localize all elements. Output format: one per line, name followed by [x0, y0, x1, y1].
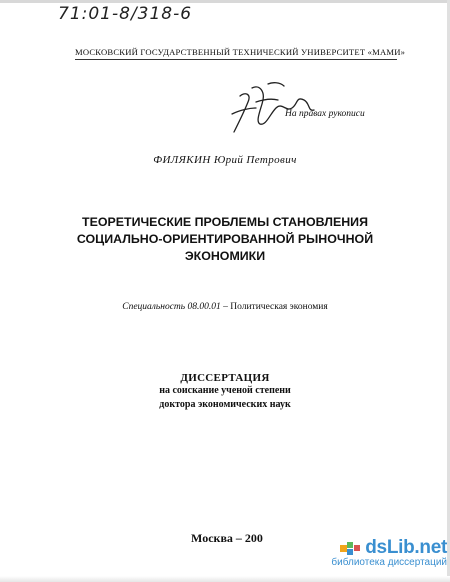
dslib-watermark[interactable] [311, 537, 447, 568]
university-name: МОСКОВСКИЙ ГОСУДАРСТВЕННЫЙ ТЕХНИЧЕСКИЙ УНИВЕРСИТЕТ «МАМИ» [75, 47, 397, 60]
watermark-tagline: библиотека диссертаций [331, 557, 447, 568]
watermark-brand [311, 537, 447, 559]
degree-purpose [0, 384, 450, 412]
scan-edge-top [0, 0, 450, 3]
scan-edge-bottom [0, 576, 450, 582]
author-name: ФИЛЯКИН Юрий Петрович [153, 154, 297, 166]
specialty-value: – Политическая экономия [220, 302, 328, 312]
specialty-label: Специальность 08.00.01 [122, 302, 221, 312]
specialty-line [0, 302, 450, 312]
title-line: ТЕОРЕТИЧЕСКИЕ ПРОБЛЕМЫ СТАНОВЛЕНИЯ [82, 215, 368, 229]
cube-logo-icon [339, 539, 361, 557]
dissertation-type: ДИССЕРТАЦИЯ [180, 372, 270, 384]
city-year: Москва – 200 [191, 531, 263, 545]
archive-code: 71:01-8/318-6 [58, 4, 193, 24]
rights-note: На правах рукописи [285, 109, 365, 119]
title-line: ЭКОНОМИКИ [184, 249, 266, 263]
degree-purpose-line: доктора экономических наук [159, 399, 291, 410]
degree-purpose-line: на соискание ученой степени [159, 385, 291, 396]
title-line: СОЦИАЛЬНО-ОРИЕНТИРОВАННОЙ РЫНОЧНОЙ [76, 232, 374, 246]
dissertation-title [40, 214, 410, 265]
watermark-brand-text: dsLib.net [365, 537, 447, 558]
